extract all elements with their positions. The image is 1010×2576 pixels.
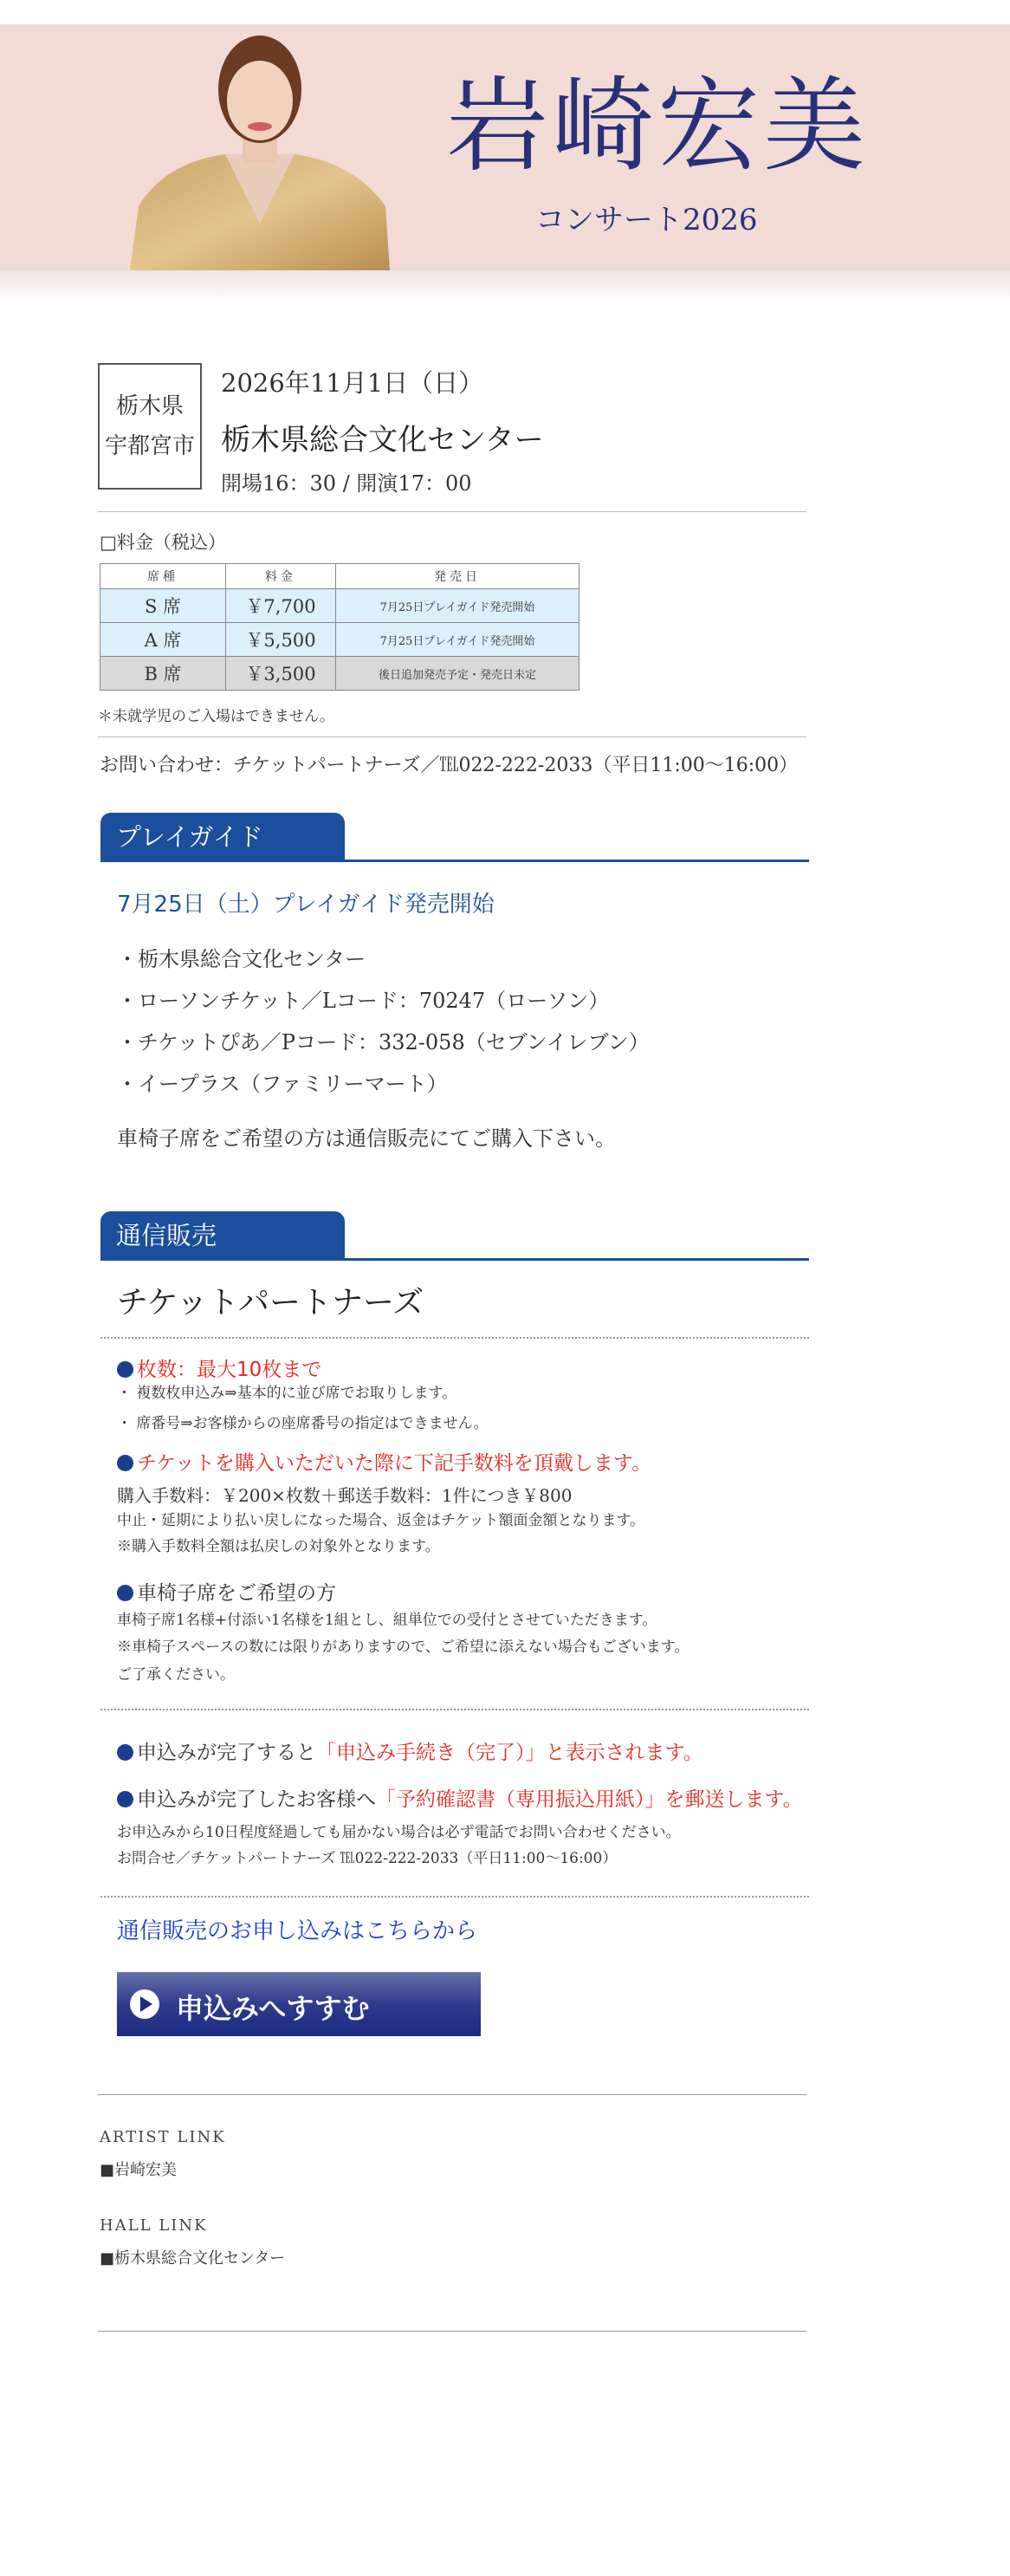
contact-info: お問い合わせ：チケットパートナーズ／℡022-222-2033（平日11:00〜16:00） — [100, 755, 799, 776]
bullet-text: 申込みが完了したお客様へ — [137, 1788, 376, 1811]
limit-line: ・ 席番号⇒お客様からの座席番号の指定はできません。 — [117, 1415, 489, 1432]
bullet-highlight: 「申込み手続き（完了）」と表示されます。 — [316, 1742, 703, 1764]
mailorder-section-header — [100, 1211, 809, 1261]
wheelchair-note: 車椅子席をご希望の方は通信販売にてご購入下さい。 — [117, 1126, 616, 1151]
header-sale: 発売日 — [336, 564, 579, 589]
bullet-dot-icon — [117, 1585, 133, 1601]
bullet-mail — [117, 1783, 803, 1812]
playguide-tab: プレイガイド — [100, 813, 345, 860]
bullet-text: 申込みが完了すると — [137, 1742, 316, 1764]
price-table-header — [100, 564, 579, 589]
apply-heading: 通信販売のお申し込みはこちらから — [117, 1918, 478, 1944]
hall-link-heading: HALL LINK — [100, 2216, 208, 2235]
apply-button[interactable] — [117, 1972, 481, 2036]
event-time: 開場16：30 / 開演17：00 — [221, 471, 472, 496]
fee-line: 購入手数料：￥200×枚数＋郵送手数料：1件につき￥800 — [117, 1485, 573, 1506]
event-date: 2026年11月1日（日） — [221, 368, 484, 398]
bullet-wheelchair — [117, 1577, 336, 1606]
bullet-dot-icon — [117, 1455, 133, 1471]
partners-heading: チケットパートナーズ — [117, 1285, 424, 1320]
seat-price: ￥7,700 — [226, 589, 336, 623]
seat-type: B 席 — [100, 657, 226, 691]
prefecture: 栃木県 — [115, 393, 184, 419]
table-row — [100, 623, 579, 657]
fee-note: ※購入手数料全額は払戻しの対象外となります。 — [117, 1538, 440, 1555]
seat-type: S 席 — [100, 589, 226, 623]
concert-subtitle: コンサート2026 — [535, 203, 758, 237]
seat-price: ￥3,500 — [226, 657, 336, 691]
city-name: 宇都宮市 — [104, 433, 195, 459]
bullet-dot-icon — [117, 1791, 133, 1807]
bullet-text: 車椅子席をご希望の方 — [137, 1582, 336, 1605]
table-row — [100, 589, 579, 623]
dotted-divider — [100, 1709, 809, 1710]
bullet-dot-icon — [117, 1744, 133, 1761]
table-row — [100, 657, 579, 691]
divider — [98, 2094, 806, 2095]
play-icon — [129, 1989, 160, 2020]
bullet-fee — [117, 1447, 651, 1476]
playguide-list — [117, 938, 650, 1105]
list-item: ・ローソンチケット／Lコード：70247（ローソン） — [117, 989, 610, 1013]
price-label: □料金（税込） — [100, 532, 226, 553]
sale-date: 7月25日プレイガイド発売開始 — [336, 589, 579, 623]
wheelchair-line: 車椅子席1名様+付添い1名様を1組とし、組単位での受付とさせていただきます。 — [117, 1612, 657, 1629]
divider — [98, 736, 806, 737]
fee-note: 中止・延期により払い戻しになった場合、返金はチケット額面金額となります。 — [117, 1512, 645, 1529]
price-table — [100, 563, 579, 691]
header-price: 料金 — [226, 564, 336, 589]
mailorder-tab: 通信販売 — [100, 1211, 345, 1258]
hall-link[interactable]: ■栃木県総合文化センター — [100, 2249, 286, 2268]
sale-date: 7月25日プレイガイド発売開始 — [336, 623, 579, 657]
bullet-highlight: 「予約確認書（専用振込用紙）」を郵送します。 — [376, 1788, 803, 1811]
age-note: ＊未就学児のご入場はできません。 — [98, 708, 335, 725]
location-box — [98, 363, 202, 490]
playguide-section-header — [100, 813, 809, 862]
hero-shadow — [0, 270, 1010, 305]
apply-button-label: 申込みへすすむ — [176, 1992, 370, 2025]
dotted-divider — [100, 1896, 809, 1898]
wheelchair-line: ご了承ください。 — [117, 1666, 235, 1684]
bullet-dot-icon — [117, 1361, 133, 1378]
event-venue: 栃木県総合文化センター — [221, 423, 544, 457]
list-item: ・チケットぴあ／Pコード：332-058（セブンイレブン） — [117, 1030, 650, 1054]
dotted-divider — [100, 1337, 809, 1339]
seat-type: A 席 — [100, 623, 226, 657]
list-item: ・栃木県総合文化センター — [117, 947, 366, 971]
limit-line: ・ 複数枚申込み⇒基本的に並び席でお取りします。 — [117, 1385, 457, 1402]
artist-link[interactable]: ■岩崎宏美 — [100, 2161, 178, 2179]
seat-price: ￥5,500 — [226, 623, 336, 657]
divider — [98, 2331, 806, 2332]
sale-date: 後日追加発売予定・発売日未定 — [336, 657, 579, 691]
playguide-heading: 7月25日（土）プレイガイド発売開始 — [117, 892, 495, 918]
mail-line: お申込みから10日程度経過しても届かない場合は必ず電話でお問い合わせください。 — [117, 1824, 681, 1841]
bullet-complete — [117, 1736, 703, 1765]
header-seat: 席種 — [100, 564, 226, 589]
artist-name-title: 岩崎宏美 — [446, 66, 870, 185]
divider — [98, 511, 806, 512]
mail-line: お問合せ／チケットパートナーズ ℡022-222-2033（平日11:00〜16:00） — [117, 1850, 618, 1867]
bullet-text: チケットを購入いただいた際に下記手数料を頂戴します。 — [137, 1452, 652, 1475]
bullet-text: 枚数：最大10枚まで — [137, 1359, 322, 1381]
wheelchair-line: ※車椅子スペースの数には限りがありますので、ご希望に添えない場合もございます。 — [117, 1638, 690, 1656]
list-item: ・イープラス（ファミリーマート） — [117, 1072, 448, 1096]
bullet-ticket-limit — [117, 1353, 321, 1382]
artist-link-heading: ARTIST LINK — [100, 2128, 226, 2146]
artist-photo — [130, 24, 390, 270]
